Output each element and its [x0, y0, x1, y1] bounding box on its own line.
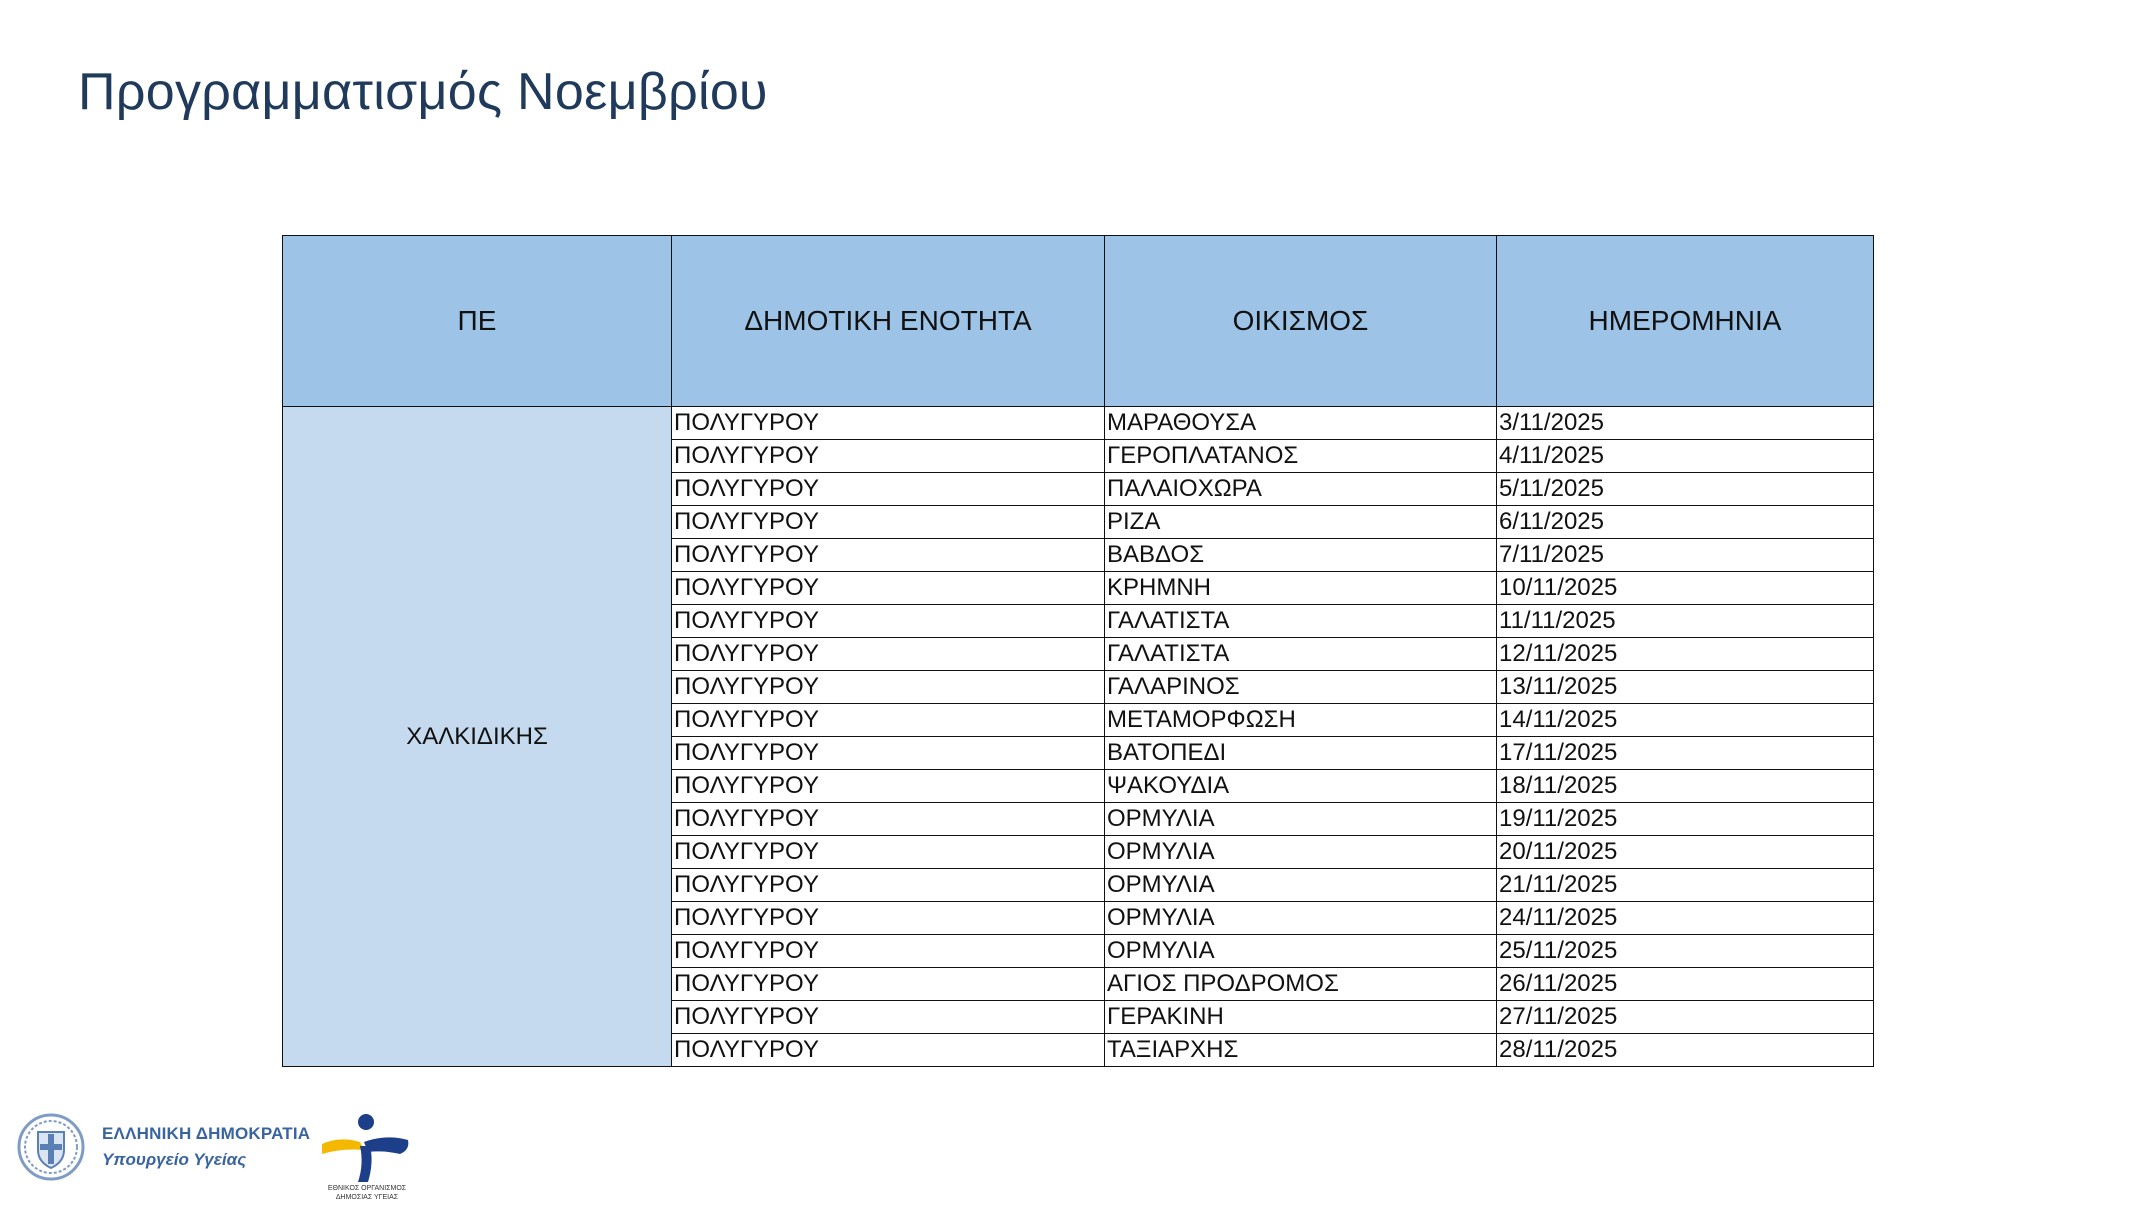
- date-cell: 3/11/2025: [1497, 407, 1874, 440]
- eody-caption: ΕΘΝΙΚΟΣ ΟΡΓΑΝΙΣΜΟΣ ΔΗΜΟΣΙΑΣ ΥΓΕΙΑΣ: [327, 1185, 407, 1201]
- date-cell: 4/11/2025: [1497, 440, 1874, 473]
- settlement-cell: ΓΑΛΑΡΙΝΟΣ: [1105, 671, 1497, 704]
- government-text: [102, 1124, 310, 1170]
- page-title: Προγραμματισμός Νοεμβρίου: [78, 63, 768, 121]
- header-pe: ΠΕ: [283, 236, 672, 407]
- unit-cell: ΠΟΛΥΓΥΡΟΥ: [672, 770, 1105, 803]
- ministry-name: Υπουργείο Υγείας: [102, 1150, 247, 1169]
- settlement-cell: ΨΑΚΟΥΔΙΑ: [1105, 770, 1497, 803]
- settlement-cell: ΑΓΙΟΣ ΠΡΟΔΡΟΜΟΣ: [1105, 968, 1497, 1001]
- date-cell: 13/11/2025: [1497, 671, 1874, 704]
- table-header-row: [283, 236, 1874, 407]
- unit-cell: ΠΟΛΥΓΥΡΟΥ: [672, 605, 1105, 638]
- table-row: [283, 407, 1874, 440]
- unit-cell: ΠΟΛΥΓΥΡΟΥ: [672, 440, 1105, 473]
- unit-cell: ΠΟΛΥΓΥΡΟΥ: [672, 902, 1105, 935]
- date-cell: 18/11/2025: [1497, 770, 1874, 803]
- date-cell: 11/11/2025: [1497, 605, 1874, 638]
- settlement-cell: ΡΙΖΑ: [1105, 506, 1497, 539]
- settlement-cell: ΟΡΜΥΛΙΑ: [1105, 803, 1497, 836]
- unit-cell: ΠΟΛΥΓΥΡΟΥ: [672, 968, 1105, 1001]
- settlement-cell: ΟΡΜΥΛΙΑ: [1105, 869, 1497, 902]
- date-cell: 26/11/2025: [1497, 968, 1874, 1001]
- unit-cell: ΠΟΛΥΓΥΡΟΥ: [672, 1001, 1105, 1034]
- hellenic-republic-emblem-icon: [16, 1112, 86, 1182]
- unit-cell: ΠΟΛΥΓΥΡΟΥ: [672, 1034, 1105, 1067]
- date-cell: 7/11/2025: [1497, 539, 1874, 572]
- table-body: [283, 407, 1874, 1067]
- unit-cell: ΠΟΛΥΓΥΡΟΥ: [672, 638, 1105, 671]
- unit-cell: ΠΟΛΥΓΥΡΟΥ: [672, 935, 1105, 968]
- date-cell: 10/11/2025: [1497, 572, 1874, 605]
- date-cell: 24/11/2025: [1497, 902, 1874, 935]
- date-cell: 5/11/2025: [1497, 473, 1874, 506]
- settlement-cell: ΓΕΡΟΠΛΑΤΑΝΟΣ: [1105, 440, 1497, 473]
- date-cell: 20/11/2025: [1497, 836, 1874, 869]
- settlement-cell: ΜΕΤΑΜΟΡΦΩΣΗ: [1105, 704, 1497, 737]
- unit-cell: ΠΟΛΥΓΥΡΟΥ: [672, 539, 1105, 572]
- gov-name: ΕΛΛΗΝΙΚΗ ΔΗΜΟΚΡΑΤΙΑ: [102, 1124, 311, 1143]
- unit-cell: ΠΟΛΥΓΥΡΟΥ: [672, 671, 1105, 704]
- unit-cell: ΠΟΛΥΓΥΡΟΥ: [672, 572, 1105, 605]
- date-cell: 17/11/2025: [1497, 737, 1874, 770]
- settlement-cell: ΠΑΛΑΙΟΧΩΡΑ: [1105, 473, 1497, 506]
- unit-cell: ΠΟΛΥΓΥΡΟΥ: [672, 836, 1105, 869]
- date-cell: 19/11/2025: [1497, 803, 1874, 836]
- header-oikismos: ΟΙΚΙΣΜΟΣ: [1105, 236, 1497, 407]
- settlement-cell: ΟΡΜΥΛΙΑ: [1105, 935, 1497, 968]
- settlement-cell: ΓΑΛΑΤΙΣΤΑ: [1105, 638, 1497, 671]
- unit-cell: ΠΟΛΥΓΥΡΟΥ: [672, 506, 1105, 539]
- date-cell: 28/11/2025: [1497, 1034, 1874, 1067]
- settlement-cell: ΒΑΒΔΟΣ: [1105, 539, 1497, 572]
- settlement-cell: ΜΑΡΑΘΟΥΣΑ: [1105, 407, 1497, 440]
- date-cell: 14/11/2025: [1497, 704, 1874, 737]
- date-cell: 21/11/2025: [1497, 869, 1874, 902]
- settlement-cell: ΤΑΞΙΑΡΧΗΣ: [1105, 1034, 1497, 1067]
- date-cell: 25/11/2025: [1497, 935, 1874, 968]
- unit-cell: ΠΟΛΥΓΥΡΟΥ: [672, 803, 1105, 836]
- settlement-cell: ΟΡΜΥΛΙΑ: [1105, 902, 1497, 935]
- settlement-cell: ΟΡΜΥΛΙΑ: [1105, 836, 1497, 869]
- unit-cell: ΠΟΛΥΓΥΡΟΥ: [672, 704, 1105, 737]
- settlement-cell: ΚΡΗΜΝΗ: [1105, 572, 1497, 605]
- header-imerominia: ΗΜΕΡΟΜΗΝΙΑ: [1497, 236, 1874, 407]
- settlement-cell: ΒΑΤΟΠΕΔΙ: [1105, 737, 1497, 770]
- header-dimotiki-enotita: ΔΗΜΟΤΙΚΗ ΕΝΟΤΗΤΑ: [672, 236, 1105, 407]
- unit-cell: ΠΟΛΥΓΥΡΟΥ: [672, 473, 1105, 506]
- date-cell: 27/11/2025: [1497, 1001, 1874, 1034]
- settlement-cell: ΓΕΡΑΚΙΝΗ: [1105, 1001, 1497, 1034]
- schedule-table: [282, 235, 1874, 1067]
- date-cell: 12/11/2025: [1497, 638, 1874, 671]
- settlement-cell: ΓΑΛΑΤΙΣΤΑ: [1105, 605, 1497, 638]
- region-cell: ΧΑΛΚΙΔΙΚΗΣ: [283, 407, 672, 1067]
- unit-cell: ΠΟΛΥΓΥΡΟΥ: [672, 869, 1105, 902]
- unit-cell: ΠΟΛΥΓΥΡΟΥ: [672, 737, 1105, 770]
- unit-cell: ΠΟΛΥΓΥΡΟΥ: [672, 407, 1105, 440]
- date-cell: 6/11/2025: [1497, 506, 1874, 539]
